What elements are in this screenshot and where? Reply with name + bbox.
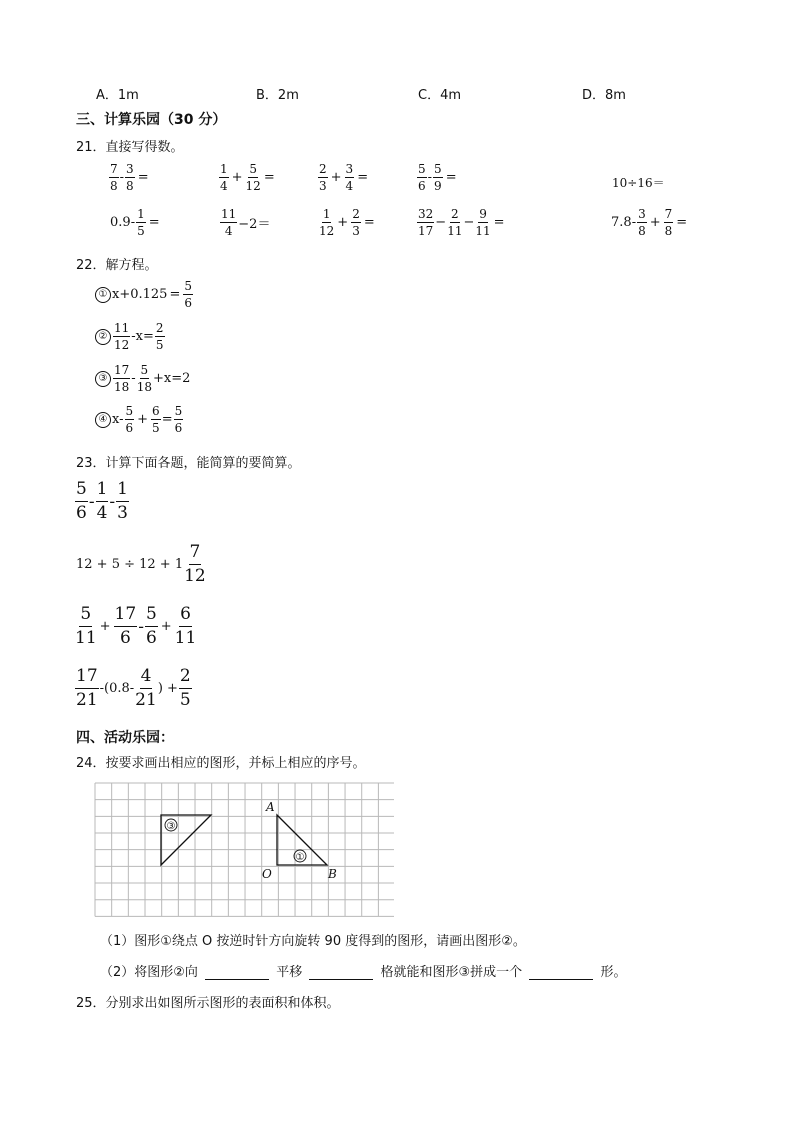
section-4-heading: 四、活动乐园： — [76, 730, 174, 746]
q24-grid-figure — [94, 782, 394, 918]
q21-expr-2-1: 0.9 - $\frac{1}{5}$ = — [110, 207, 160, 238]
q21-expr-2-4: $\frac{32}{17}$ − $\frac{2}{11}$ − $\frac{9}{11}$ = — [418, 207, 505, 238]
q21-expr-1-4: $\frac{5}{6}$ - $\frac{5}{9}$ = — [418, 162, 457, 193]
point-o-label: O — [262, 867, 272, 881]
q23-problem-2: 12 + 5 ÷ 12 + 1 $\frac{7}{12}$ — [76, 542, 206, 586]
q21-expr-1-5: 10÷16＝ — [612, 176, 665, 190]
q23-problem-1: $\frac{5}{6}$ - $\frac{1}{4}$ - $\frac{1}{3}$ — [76, 479, 128, 523]
point-a-label: A — [266, 800, 275, 814]
q22-equation-2: ② $\frac{11}{12}$ -x= $\frac{2}{5}$ — [95, 322, 166, 351]
q22-equation-3: ③ $\frac{17}{18}$ - $\frac{5}{18}$ +x=2 — [95, 364, 190, 393]
q23-title: 23．计算下面各题，能简算的要简算。 — [76, 456, 301, 471]
section-3-heading: 三、计算乐园（30 分） — [76, 112, 227, 128]
answer-blank-direction[interactable] — [205, 967, 269, 980]
point-b-label: B — [328, 867, 337, 881]
q24-subquestion-1: （1）图形①绕点 O 按逆时针方向旋转 90 度得到的图形，请画出图形②。 — [100, 934, 526, 949]
q22-equation-4: ④ x- $\frac{5}{6}$ + $\frac{6}{5}$ = $\frac{5}{6}$ — [95, 405, 184, 434]
q21-expr-1-3: $\frac{2}{3}$ + $\frac{3}{4}$ = — [319, 162, 369, 193]
choice-a: A．1m — [96, 88, 139, 103]
q21-expr-2-3: $\frac{1}{12}$ + $\frac{2}{3}$ = — [319, 207, 375, 238]
answer-blank-steps[interactable] — [309, 967, 373, 980]
q21-expr-1-1: $\frac{7}{8}$ - $\frac{3}{8}$ = — [110, 162, 149, 193]
choice-b: B．2m — [256, 88, 299, 103]
choice-d: D．8m — [582, 88, 626, 103]
q23-problem-4: $\frac{17}{21}$ -(0.8- $\frac{4}{21}$ ) + $\frac{2}{5}$ — [76, 666, 191, 710]
q21-expr-2-2: $\frac{11}{4}$ −2＝ — [221, 207, 271, 238]
answer-blank-shape[interactable] — [529, 967, 593, 980]
figure-3-label: ③ — [166, 821, 176, 832]
choice-c: C．4m — [418, 88, 462, 103]
q22-title: 22．解方程。 — [76, 258, 158, 273]
q21-expr-2-5: 7.8 - $\frac{3}{8}$ + $\frac{7}{8}$ = — [611, 207, 688, 238]
q24-subquestion-2: （2）将图形②向 平移 格就能和图形③拼成一个 形。 — [100, 965, 627, 980]
q21-title: 21．直接写得数。 — [76, 140, 184, 155]
q24-title: 24．按要求画出相应的图形，并标上相应的序号。 — [76, 756, 366, 771]
q25-title: 25．分别求出如图所示图形的表面积和体积。 — [76, 996, 340, 1011]
q22-equation-1: ① x+0.125 = $\frac{5}{6}$ — [95, 280, 194, 309]
figure-1-label: ① — [295, 852, 305, 863]
q21-expr-1-2: $\frac{1}{4}$ + $\frac{5}{12}$ = — [220, 162, 275, 193]
q23-problem-3: $\frac{5}{11}$ + $\frac{17}{6}$ - $\frac{5}{6}$ + $\frac{6}{11}$ — [75, 604, 197, 648]
